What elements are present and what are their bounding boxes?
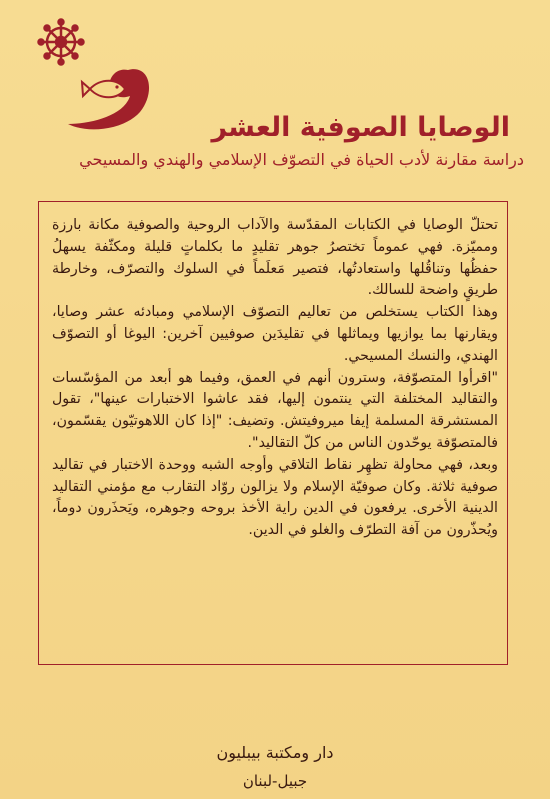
paragraph-4: وبعد، فهي محاولة تظهِر نقاط التلاقي وأوجه الشبه ووحدة الاختبار في تقاليد صوفية ثلاثة. وكان صوفيّة الإسلام ولا يزالون روّاد التقارب مع مؤمني التقاليد الدينية الأخرى. يرفعون في الدين راية الأخذ بروحه وجوهره، ويَحذَرون دوماً، ويُحذّرون من آفة التطرّف والغلو في الدين. [52,456,498,539]
book-description [52,215,498,542]
paragraph-1: تحتلّ الوصايا في الكتابات المقدّسة والآداب الروحية والصوفية مكانة بارزة ومميّزة. فهي عموماً تختصرُ جوهر تقليدٍ ما بكلماتٍ قليلة ومكثّفة يسهلُ حفظُها وتناقُلها واستعادتُها، فتصير مَعلَماً في السلوك والتصرّف، وخارطة طريقٍ واضحة للسالك. [52,217,498,299]
waw-letter-icon [68,69,149,129]
dharma-wheel-icon [39,20,84,65]
publisher-name: دار ومكتبة بيبليون [216,743,334,762]
book-subtitle: دراسة مقارنة لأدب الحياة في التصوّف الإسلامي والهندي والمسيحي [79,150,524,169]
book-title: الوصايا الصوفية العشر [211,112,510,143]
publisher-logo [28,12,158,132]
paragraph-3: "اقرأوا المتصوّفة، وسترون أنهم في العمق، وفيما هو أبعد من المؤسّسات والتقاليد المختلفة التي ينتمون إليها، فقد عاشوا الاختبارات عينها"، تقول المستشرقة المسلمة إيفا ميروفيتش. وتضيف: "إذا كان اللاهوتيّون يقسّمون، فالمتصوّفة يوحّدون الناس من كلّ التقاليد". [52,369,498,451]
fish-icon [82,81,125,98]
paragraph-2: وهذا الكتاب يستخلص من تعاليم التصوّف الإسلامي ومبادئه عشر وصايا، ويقارنها بما يوازيها ويماثلها في تقليدَين صوفيين آخرين: اليوغا أو التصوّف الهندي، والنسك المسيحي. [52,304,498,364]
publisher-location: جبيل-لبنان [242,772,308,790]
